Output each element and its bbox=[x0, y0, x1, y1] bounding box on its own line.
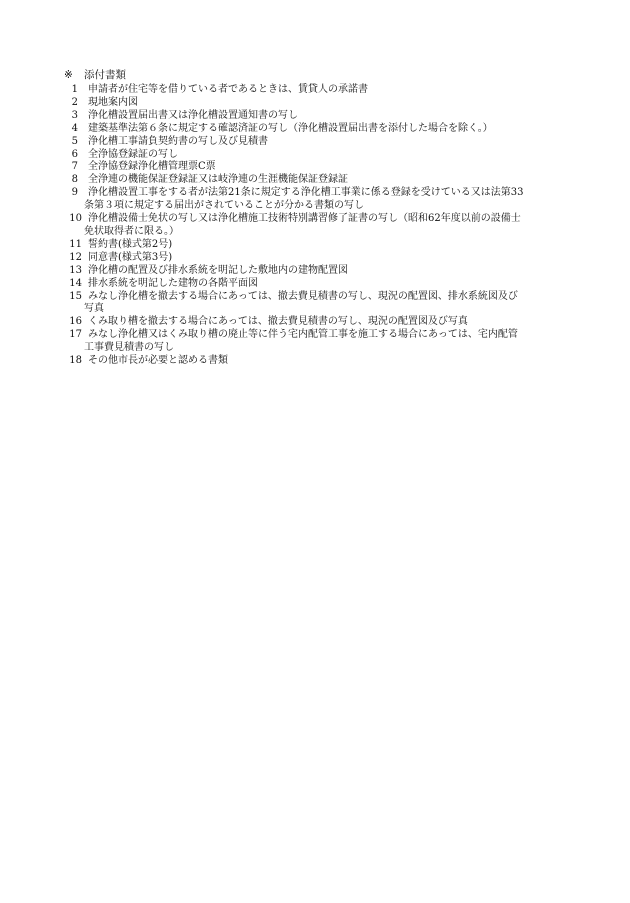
attachment-item-line: 建築基準法第６条に規定する確認済証の写し（浄化槽設置届出書を添付した場合を除く。） bbox=[88, 122, 493, 134]
attachment-item bbox=[64, 123, 584, 136]
attachment-item-number: 12 bbox=[69, 251, 82, 263]
attachment-item-line: 浄化槽設置届出書又は浄化槽設置通知書の写し bbox=[88, 109, 298, 121]
attachment-item-text bbox=[84, 329, 584, 355]
reference-mark: ※ bbox=[64, 69, 73, 81]
attachment-item bbox=[64, 316, 584, 329]
attachment-item bbox=[64, 239, 584, 252]
attachment-item bbox=[64, 213, 584, 239]
attachment-item-text bbox=[84, 213, 584, 239]
attachment-item-line: くみ取り槽を撤去する場合にあっては、撤去費見積書の写し、現況の配置図及び写真 bbox=[88, 316, 468, 328]
attachment-item bbox=[64, 161, 584, 174]
attachment-item-line: 浄化槽の配置及び排水系統を明記した敷地内の建物配置図 bbox=[88, 264, 348, 276]
attachment-item-line: 浄化槽設備士免状の写し又は浄化槽施工技術特別講習修了証書の写し（昭和62年度以前の設備士 bbox=[88, 213, 521, 225]
attachment-item-text bbox=[88, 252, 584, 265]
attachment-item-line: 申請者が住宅等を借りている者であるときは、賃貸人の承諾書 bbox=[88, 84, 368, 95]
attachment-item-text bbox=[88, 110, 584, 123]
attachment-item-number: 4 bbox=[71, 122, 78, 134]
attachment-item bbox=[64, 110, 584, 123]
attachment-item-number: 18 bbox=[69, 355, 82, 367]
attachment-item-number: 1 bbox=[71, 84, 78, 95]
attachments-title: 添付書類 bbox=[84, 69, 126, 81]
attachment-item bbox=[64, 291, 584, 317]
attachment-item-continuation: 条第３項に規定する届出がされていることが分かる書類の写し bbox=[84, 200, 364, 212]
attachment-item-text bbox=[84, 290, 584, 317]
attachment-item bbox=[64, 278, 584, 291]
attachment-item-continuation: 工事費見積書の写し bbox=[84, 342, 174, 354]
attachment-item-text bbox=[88, 174, 584, 187]
attachment-item-number: 13 bbox=[69, 264, 82, 276]
attachment-item-number: 8 bbox=[71, 174, 78, 186]
attachment-item-number: 14 bbox=[69, 277, 82, 289]
attachment-item-line: 現地案内図 bbox=[88, 96, 138, 108]
attachment-item-line: 浄化槽工事請負契約書の写し及び見積書 bbox=[88, 135, 268, 147]
attachment-item bbox=[64, 149, 584, 162]
attachment-item bbox=[64, 265, 584, 278]
attachment-list bbox=[64, 84, 584, 368]
attachment-item-text bbox=[88, 97, 584, 110]
attachment-item-line: 全浄連の機能保証登録証又は岐浄連の生涯機能保証登録証 bbox=[88, 174, 348, 186]
attachment-item-text bbox=[88, 265, 584, 278]
attachment-item-text bbox=[88, 355, 584, 368]
attachment-item-line: その他市長が必要と認める書類 bbox=[88, 355, 228, 367]
attachment-item bbox=[64, 84, 584, 97]
attachment-item-line: 同意書(様式第3号) bbox=[88, 251, 173, 263]
attachment-item-line: 全浄協登録証の写し bbox=[88, 148, 178, 160]
attachment-item-text bbox=[88, 239, 584, 252]
attachment-item-line: 排水系統を明記した建物の各階平面図 bbox=[88, 277, 258, 289]
attachment-item-continuation: 写真 bbox=[84, 303, 104, 315]
attachment-item-text bbox=[88, 149, 584, 162]
attachments-heading bbox=[64, 69, 126, 82]
attachment-item-line: 浄化槽設置工事をする者が法第21条に規定する浄化槽工事業に係る登録を受けている又は法第33 bbox=[88, 187, 524, 199]
attachment-item-line: 全浄協登録浄化槽管理票C票 bbox=[88, 161, 216, 173]
attachment-item-number: 11 bbox=[69, 238, 82, 250]
attachment-item-text bbox=[88, 84, 584, 97]
attachment-item-number: 7 bbox=[71, 161, 78, 173]
attachment-item-text bbox=[88, 278, 584, 291]
attachment-item-number: 5 bbox=[71, 135, 78, 147]
attachment-item-text bbox=[88, 136, 584, 149]
attachment-item bbox=[64, 355, 584, 368]
attachment-item-number: 6 bbox=[71, 148, 78, 160]
attachment-item bbox=[64, 174, 584, 187]
attachment-item-number: 17 bbox=[69, 329, 82, 341]
attachment-item-text bbox=[88, 123, 584, 136]
attachment-item-text bbox=[88, 316, 584, 329]
attachment-item bbox=[64, 136, 584, 149]
attachment-item-number: 10 bbox=[69, 213, 82, 225]
attachment-item-continuation: 免状取得者に限る。） bbox=[84, 225, 179, 237]
attachment-item-number: 3 bbox=[71, 109, 78, 121]
attachment-item bbox=[64, 329, 584, 355]
attachment-item bbox=[64, 252, 584, 265]
attachment-item-number: 15 bbox=[69, 290, 82, 302]
attachment-item bbox=[64, 97, 584, 110]
attachment-item-number: 16 bbox=[69, 316, 82, 328]
attachment-item-text bbox=[84, 187, 584, 213]
attachment-item-line: 誓約書(様式第2号) bbox=[88, 238, 173, 250]
attachment-item bbox=[64, 187, 584, 213]
attachment-item-line: みなし浄化槽を撤去する場合にあっては、撤去費見積書の写し、現況の配置図、排水系統図及び bbox=[88, 290, 518, 302]
attachment-item-number: 2 bbox=[71, 96, 78, 108]
attachment-item-line: みなし浄化槽又はくみ取り槽の廃止等に伴う宅内配管工事を施工する場合にあっては、宅内配管 bbox=[88, 329, 518, 341]
attachment-item-text bbox=[88, 161, 584, 174]
attachment-item-number: 9 bbox=[71, 187, 78, 199]
